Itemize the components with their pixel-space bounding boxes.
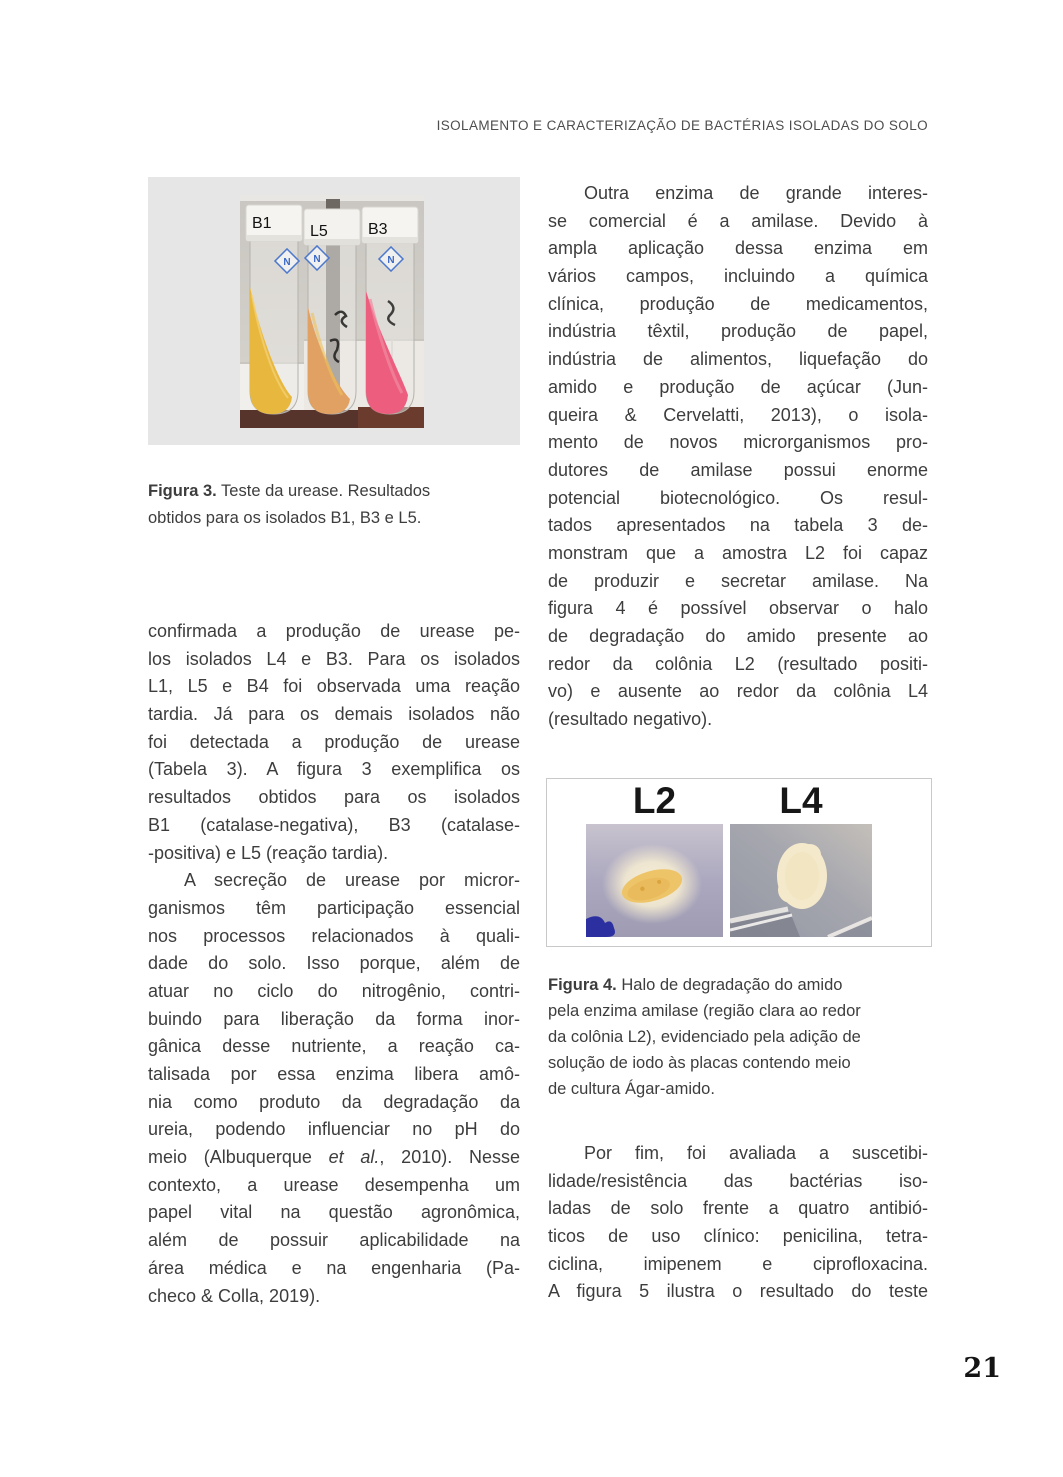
figure3-photo-test-tubes bbox=[240, 195, 424, 428]
figure4-caption: Figura 4. Halo de degradação do amido pela enzima amilase (região clara ao redor da colônia L2), evidenciado pela adição de solução de iodo às placas contendo meio de cultura Ágar-amido. bbox=[548, 976, 861, 1098]
test-tube-b3 bbox=[362, 207, 418, 414]
paragraph-urease-results: confirmada a produção de urease pe- los isolados L4 e B3. Para os isolados L1, L5 e B4 foi observada uma reação tardia. Já para os demais isolados não foi detectada a produção de urease (Tabela 3). A figura 3 exemplifica os resultados obtidos para os isolados B1 (catalase-negativa), B3 (catalase- -positiva) e L5 (reação tardia). bbox=[148, 621, 520, 863]
test-tube-b1 bbox=[246, 205, 302, 414]
figure4-image-panel bbox=[546, 778, 932, 947]
tube-label-l5: L5 bbox=[310, 223, 328, 240]
figure4-photo-plate-l2 bbox=[586, 824, 723, 937]
tube-label-b1: B1 bbox=[252, 215, 272, 232]
plate-label-l4: L4 bbox=[779, 780, 823, 821]
colony-l4 bbox=[777, 843, 827, 909]
test-tube-l5 bbox=[304, 209, 360, 414]
running-title: ISOLAMENTO E CARACTERIZAÇÃO DE BACTÉRIAS ISOLADAS DO SOLO bbox=[436, 118, 928, 133]
figure3-caption: Figura 3. Teste da urease. Resultados obtidos para os isolados B1, B3 e L5. bbox=[148, 482, 431, 527]
figure4-photo-plate-l4 bbox=[730, 824, 872, 937]
figure3-image-panel bbox=[148, 177, 520, 445]
page-number: 21 bbox=[963, 1353, 1001, 1384]
left-column-body-text bbox=[148, 618, 520, 1310]
diamond-n-letter: N bbox=[387, 255, 395, 266]
paragraph-antibiotics: Por fim, foi avaliada a suscetibi- lidade/resistência das bactérias iso- ladas de solo frente a quatro antibió- ticos de uso clínico: penicilina, tetra- ciclina, imipenem e ciprofloxacina. A figura 5 ilustra o resultado do teste bbox=[548, 1143, 928, 1302]
plate-label-l2: L2 bbox=[632, 780, 677, 821]
paragraph-amylase: Outra enzima de grande interes- se comercial é a amilase. Devido à ampla aplicação dessa enzima em vários campos, incluindo a química clínica, produção de medicamentos, indústria têxtil, produção de papel, indústria de alimentos, liquefação do amido e produção de açúcar (Jun- queira & Cervelatti, 2013), o isola- mento de novos microrganismos pro- dutores de amilase possui enorme potencial biotecnológico. Os resul- tados apresentados na tabela 3 de- monstram que a amostra L2 foi capaz de produzir e secretar amilase. Na figura 4 é possível observar o halo de degradação do amido presente ao redor da colônia L2 (resultado positi- vo) e ausente ao redor da colônia L4 (resultado negativo). bbox=[548, 183, 928, 730]
paragraph-urease-secretion: A secreção de urease por micror- ganismos têm participação essencial nos processos relacionados à quali- dade do solo. Isso porque, além de atuar no ciclo do nitrogênio, contri- buindo para liberação da forma inor- gânica desse nutriente, a reação ca- talisada por essa enzima libera amô- nia como produto da degradação da ureia, podendo influenciar no pH do meio (Albuquerque et al., 2010). Nesse contexto, a urease desempenha um papel vital na questão agronômica, além de possuir aplicabilidade na área médica e na engenharia (Pa- checo & Colla, 2019). bbox=[148, 870, 521, 1306]
tube-label-b3: B3 bbox=[368, 221, 388, 238]
diamond-n-letter: N bbox=[283, 257, 291, 268]
diamond-n-letter: N bbox=[313, 254, 321, 265]
